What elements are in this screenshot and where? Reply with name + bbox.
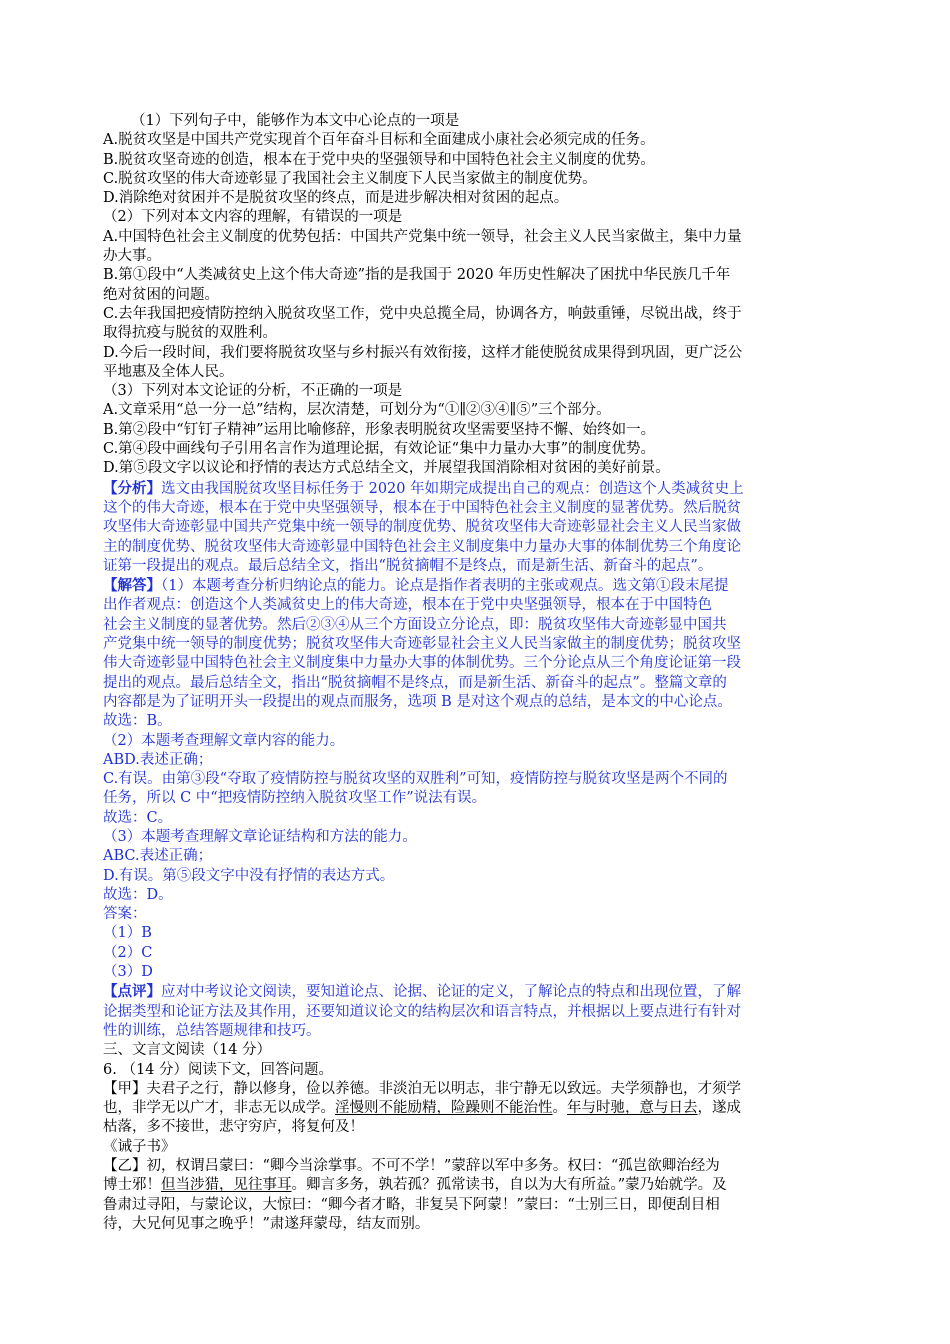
jia-text: 。	[552, 1100, 567, 1117]
answer-line: 产党集中统一领导的制度优势；脱贫攻坚伟大奇迹彰显社会主义人民当家做主的制度优势；脱贫攻坚	[103, 636, 741, 653]
jia-text: ，遂成	[697, 1100, 741, 1117]
q1-option-a: A.脱贫攻坚是中国共产党实现首个百年奋斗目标和全面建成小康社会必须完成的任务。	[103, 132, 655, 149]
comment-tag: 【点评】	[103, 983, 161, 1001]
answer-line: 任务，所以 C 中“把疫情防控纳入脱贫攻坚工作”说法有误。	[103, 790, 487, 807]
answer-line: D.有误。第⑤段文字中没有抒情的表达方式。	[103, 867, 395, 884]
comment-line: 论据类型和论证方法及其作用，还要知道议论文的结构层次和语言特点，并根据以上要点进行有针对	[103, 1003, 741, 1020]
answer-line: 出作者观点：创造这个人类减贫史上的伟大奇迹，根本在于党中央坚强领导，根本在于中国特色	[103, 597, 712, 614]
answer-line: 伟大奇迹彰显中国特色社会主义制度集中力量办大事的体制优势。三个分论点从三个角度论证第一段	[103, 655, 741, 672]
jia-underlined-2: 年与时驰，意与日去	[567, 1100, 698, 1117]
answer-line: 提出的观点。最后总结全文，指出“脱贫摘帽不是终点，而是新生活、新奋斗的起点”。整篇文章的	[103, 674, 727, 691]
answer-block	[103, 576, 848, 982]
key-item: （1）B	[103, 925, 152, 942]
answer-line: C.有误。由第③段“夺取了疫情防控与脱贫攻坚的双胜利”可知，疫情防控与脱贫攻坚是两个不同的	[103, 771, 728, 788]
q2-line: C.去年我国把疫情防控纳入脱贫攻坚工作，党中央总揽全局，协调各方，响鼓重锤，尽锐出战，终于	[103, 305, 742, 322]
q3-option-a: A.文章采用“总一分一总”结构，层次清楚，可划分为“①∥②③④∥⑤”三个部分。	[103, 402, 611, 419]
comment-text: 应对中考议论文阅读，要知道论点、论据、论证的定义，了解论点的特点和出现位置，了解	[161, 984, 741, 1001]
q3-option-c: C.第④段中画线句子引用名言作为道理论据，有效论证“集中力量办大事”的制度优势。	[103, 441, 656, 458]
answer-line: 故选：D。	[103, 886, 173, 903]
q2-line: 平地惠及全体人民。	[103, 363, 234, 380]
jia-text: 夫君子之行，静以修身，俭以养德。非淡泊无以明志，非宁静无以致远。夫学须静也，才须学	[146, 1080, 741, 1097]
analysis-line: 攻坚伟大奇迹彰显中国共产党集中统一领导的制度优势、脱贫攻坚伟大奇迹彰显社会主义人民当家做	[103, 519, 741, 536]
q2-line: D.今后一段时间，我们要将脱贫攻坚与乡村振兴有效衔接，这样才能使脱贫成果得到巩固，更广泛公	[103, 344, 743, 361]
answer-text: （1）本题考查分析归纳论点的能力。论点是指作者表明的主张或观点。选文第①段末尾提	[161, 578, 729, 595]
q2-line: 办大事。	[103, 248, 161, 265]
yi-underlined: 但当涉猎，见往事耳	[161, 1177, 292, 1194]
yi-text: 待，大兄何见事之晚乎！”肃遂拜蒙母，结友而别。	[103, 1215, 430, 1232]
document-page	[103, 112, 848, 1234]
answer-line: 社会主义制度的显著优势。然后②③④从三个方面设立分论点，即：脱贫攻坚伟大奇迹彰显中国共	[103, 616, 727, 633]
q1-option-c: C.脱贫攻坚的伟大奇迹彰显了我国社会主义制度下人民当家做主的制度优势。	[103, 170, 597, 187]
analysis-block	[103, 479, 848, 576]
question-1: （1）下列句子中，能够作为本文中心论点的一项是	[131, 113, 460, 129]
q2-line: A.中国特色社会主义制度的优势包括：中国共产党集中统一领导，社会主义人民当家做主，集中力量	[103, 228, 742, 245]
answer-line: ABD.表述正确；	[103, 751, 213, 768]
yi-text: 。卿言多务，孰若孤？孤常读书，自以为大有所益。”蒙乃始就学。及	[291, 1177, 727, 1194]
question-2: （2）下列对本文内容的理解，有错误的一项是	[103, 209, 403, 226]
comment-line: 性的训练，总结答题规律和技巧。	[103, 1022, 321, 1039]
q2-line: 取得抗疫与脱贫的双胜利。	[103, 325, 277, 342]
analysis-line: 证第一段提出的观点。最后总结全文，指出“脱贫摘帽不是终点，而是新生活、新奋斗的起点”。	[103, 557, 713, 574]
jia-text: 枯落，多不接世，悲守穷庐，将复何及！	[103, 1119, 364, 1136]
analysis-line: 这个的伟大奇迹，根本在于党中央坚强领导，根本在于中国特色社会主义制度的显著优势。然后脱贫	[103, 499, 741, 516]
yi-tag: 【乙】	[103, 1158, 147, 1175]
key-item: （2）C	[103, 944, 153, 961]
answer-line: 故选：B。	[103, 713, 172, 730]
analysis-tag: 【分析】	[103, 479, 161, 497]
jia-tag: 【甲】	[103, 1080, 147, 1097]
jia-text: 也，非学无以广才，非志无以成学。	[103, 1100, 335, 1117]
key-item: （3）D	[103, 964, 153, 981]
yi-text: 鲁肃过寻阳，与蒙论议，大惊曰：“卿今者才略，非复吴下阿蒙！”蒙曰：“士别三日，即便刮目相	[103, 1196, 720, 1213]
q1-option-d: D.消除绝对贫困并不是脱贫攻坚的终点，而是进步解决相对贫困的起点。	[103, 190, 569, 207]
comment-block	[103, 982, 848, 1041]
yi-text: 博士邪！	[103, 1177, 161, 1194]
q1-option-b: B.脱贫攻坚奇迹的创造，根本在于党中央的坚强领导和中国特色社会主义制度的优势。	[103, 151, 655, 168]
q2-line: B.第①段中“人类减贫史上这个伟大奇迹”指的是我国于 2020 年历史性解决了困扰中华民族几千年	[103, 267, 731, 284]
q3-option-d: D.第⑤段文字以议论和抒情的表达方式总结全文，并展望我国消除相对贫困的美好前景。	[103, 460, 670, 477]
answer-line: 故选：C。	[103, 809, 173, 826]
question-6: 6. （14 分）阅读下文，回答问题。	[103, 1061, 334, 1078]
yi-text: 初，权谓吕蒙曰：“卿今当涂掌事。不可不学！”蒙辞以军中多务。权曰：“孤岂欲卿治经为	[146, 1158, 720, 1175]
key-label: 答案：	[103, 906, 147, 923]
answer-line: （3）本题考查理解文章论证结构和方法的能力。	[103, 828, 417, 845]
analysis-text: 选文由我国脱贫攻坚目标任务于 2020 年如期完成提出自己的观点：创造这个人类减贫史上	[161, 480, 744, 497]
analysis-line: 主的制度优势、脱贫攻坚伟大奇迹彰显中国特色社会主义制度集中力量办大事的体制优势三个角度论	[103, 538, 741, 555]
jia-underlined-1: 淫慢则不能励精，险躁则不能治性	[335, 1100, 553, 1117]
answer-line: 内容都是为了证明开头一段提出的观点而服务，选项 B 是对这个观点的总结，是本文的中心论点。	[103, 693, 732, 710]
question-3: （3）下列对本文论证的分析，不正确的一项是	[103, 383, 403, 400]
section-title: 三、文言文阅读（14 分）	[103, 1042, 272, 1059]
answer-tag: 【解答】	[103, 577, 161, 595]
q3-option-b: B.第②段中“钉钉子精神”运用比喻修辞，形象表明脱贫攻坚需要坚持不懈、始终如一。	[103, 421, 656, 438]
answer-line: （2）本题考查理解文章内容的能力。	[103, 732, 345, 749]
jia-source: 《诫子书》	[103, 1138, 176, 1155]
answer-line: ABC.表述正确；	[103, 848, 213, 865]
q2-line: 绝对贫困的问题。	[103, 286, 219, 303]
